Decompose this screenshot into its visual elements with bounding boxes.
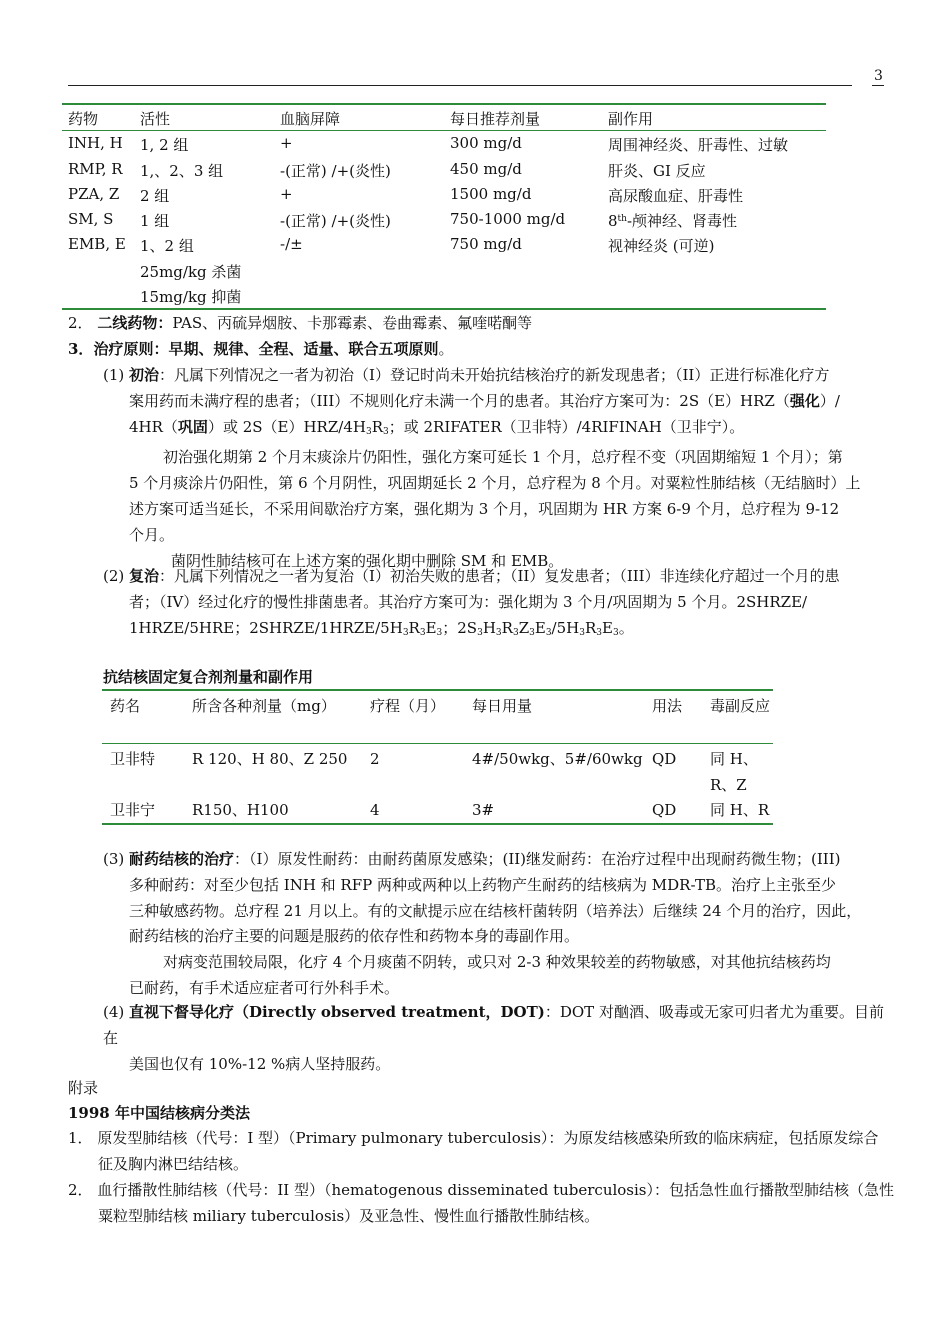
cell-text: 8 (608, 212, 618, 231)
resistant-tb-section (103, 847, 893, 1002)
cell: 4#/50wkg、5#/60wkg (472, 750, 643, 768)
cell: -(正常) /+(炎性) (280, 161, 391, 180)
strong-text: 巩固 (177, 417, 208, 436)
header-rule (68, 85, 852, 86)
text-line: 5 个月痰涂片仍阳性，第 6 个月阴性，巩固期延长 2 个月，总疗程为 8 个月。对粟粒性肺结核（无结脑时）上 (129, 474, 861, 493)
item-text: PAS、丙硫异烟胺、卡那霉素、卷曲霉素、氟喹喏酮等 (172, 314, 533, 332)
table-row (62, 182, 826, 207)
cell: 高尿酸血症、肝毒性 (608, 186, 744, 205)
appendix-item-1 (68, 1126, 898, 1178)
table-row (62, 131, 826, 156)
header-side-effects: 副作用 (608, 110, 654, 128)
superscript: th (617, 214, 627, 225)
table-header-row (102, 691, 773, 743)
text-line: 已耐药，有手术适应症者可行外科手术。 (129, 978, 400, 997)
text-line: 个月。 (129, 525, 175, 544)
cell: 卫非特 (110, 750, 156, 768)
cell-text: -颅神经、肾毒性 (626, 212, 738, 231)
cell: QD (652, 801, 677, 819)
text: ：（I）原发性耐药：由耐药菌原发感染；(II)继发耐药：在治疗过程中出现耐药微生物；(III) (234, 850, 841, 868)
item-title: 初治 (129, 366, 160, 384)
item-number: 2． (68, 1181, 93, 1199)
cell: 1, 2 组 (140, 136, 189, 155)
item-number: (4) (103, 1003, 125, 1021)
table-row (62, 207, 826, 232)
item-number: (1) (103, 366, 125, 384)
cell: 1、2 组 (140, 237, 194, 256)
cell: 1500 mg/d (450, 184, 532, 203)
text-line: 者；（IV）经过化疗的慢性排菌患者。其治疗方案可为：强化期为 3 个月/巩固期为 5 个月。2SHRZE/ (129, 592, 808, 611)
text-line: 美国也仅有 10%-12 %病人坚持服药。 (129, 1054, 391, 1073)
drug-table (62, 103, 826, 310)
table-row (102, 744, 773, 795)
cell: 2 (370, 750, 380, 768)
text: 血行播散性肺结核（代号：II 型）（hematogenous disseminated tuberculosis）：包括急性血行播散型肺结核（急性 (97, 1181, 895, 1199)
cell: 450 mg/d (450, 159, 522, 178)
text: ；或 2RIFATER（卫非特）/4RIFINAH（卫非宁）。 (388, 417, 745, 436)
item-text: 。 (438, 340, 454, 358)
header-name: 药名 (110, 697, 141, 715)
header-daily: 每日用量 (472, 697, 533, 715)
cell: 750 mg/d (450, 235, 522, 254)
cell: 25mg/kg 杀菌 (140, 262, 242, 281)
table-row (62, 258, 826, 283)
dot-section (103, 1000, 893, 1077)
second-line-paragraph (68, 311, 532, 337)
retreatment-section (103, 564, 893, 646)
principle-paragraph (68, 337, 453, 363)
text-line: 初治强化期第 2 个月末痰涂片仍阳性，强化方案可延长 1 个月，总疗程不变（巩固期缩短 1 个月）；第 (163, 448, 843, 467)
cell: + (280, 134, 293, 153)
appendix-title: 1998 年中国结核病分类法 (68, 1104, 250, 1122)
text: ）/ (819, 391, 840, 410)
cell: 视神经炎 (可逆) (608, 237, 715, 256)
cell: 4 (370, 801, 380, 819)
item-title: 治疗原则：早期、规律、全程、适量、联合五项原则 (93, 340, 439, 358)
cell: 1 组 (140, 212, 170, 231)
cell: EMB, E (68, 235, 126, 254)
text-line: 述方案可适当延长，不采用间歇治疗方案，强化期为 3 个月，巩固期为 HR 方案 6-9 个月，总疗程为 9-12 (129, 499, 840, 518)
text: 原发型肺结核（代号：I 型）（Primary pulmonary tuberculosis）：为原发结核感染所致的临床病症，包括原发综合 (97, 1129, 879, 1147)
item-number: 2． (68, 314, 93, 332)
text-line: 多种耐药：对至少包括 INH 和 RFP 两种或两种以上药物产生耐药的结核病为 MDR-TB。治疗上主张至少 (129, 875, 837, 894)
text-line (103, 847, 893, 873)
cell: 15mg/kg 抑菌 (140, 288, 242, 307)
text-line (68, 1126, 898, 1152)
text-line: 菌阴性肺结核可在上述方案的强化期中删除 SM 和 EMB。 (171, 551, 564, 570)
cell: 肝炎、GI 反应 (608, 161, 706, 180)
header-usage: 用法 (652, 697, 683, 715)
initial-treatment-section (103, 363, 893, 574)
cell: 周围神经炎、肝毒性、过敏 (608, 136, 789, 155)
header-bbb: 血脑屏障 (280, 110, 341, 128)
cell: INH, H (68, 134, 123, 153)
cell: R 120、H 80、Z 250 (192, 750, 348, 768)
item-title: 耐药结核的治疗 (129, 850, 235, 868)
text-line (68, 1178, 898, 1204)
text: ：凡属下列情况之一者为初治（I）登记时尚未开始抗结核治疗的新发现患者；（II）正进行标准化疗方 (159, 366, 830, 384)
cell: 同 H、R、Z (710, 750, 758, 794)
header-dosage: 所含各种剂量（mg） (192, 697, 336, 715)
item-number: (2) (103, 567, 125, 585)
text-line: 征及胸内淋巴结结核。 (98, 1154, 249, 1173)
text: 1HRZE/5HRE；2SHRZE/1HRZE/5H (129, 618, 403, 637)
cell: SM, S (68, 210, 114, 229)
header-dose: 每日推荐剂量 (450, 110, 541, 128)
appendix-label: 附录 (68, 1079, 99, 1097)
text-line: 三种敏感药物。总疗程 21 月以上。有的文献提示应在结核杆菌转阴（培养法）后继续 24 个月的治疗，因此， (129, 901, 862, 920)
cell: 3# (472, 801, 495, 819)
text-line (103, 564, 893, 590)
cell: + (280, 184, 293, 203)
text: ：DOT 对酗酒、吸毒或无家可归者尤为重要。目前在 (103, 1003, 884, 1047)
text: ；2S (442, 618, 478, 637)
cell: 卫非宁 (110, 801, 156, 819)
cell (608, 210, 737, 231)
header-toxicity: 毒副反应 (710, 697, 771, 715)
page-number-underline (872, 85, 884, 86)
table-row (62, 283, 826, 308)
cell: PZA, Z (68, 184, 120, 203)
item-number: 1． (68, 1129, 93, 1147)
text-line: 4HR（巩固）或 $2S(E)HRZ/4H_3R_3$；或 2RIFATER（卫非特）/4RIFINAH（卫非宁）。 (129, 417, 745, 437)
cell: 2 组 (140, 186, 170, 205)
header-course: 疗程（月） (370, 697, 446, 715)
strong-text: 强化 (789, 391, 820, 410)
cell: -(正常) /+(炎性) (280, 212, 391, 231)
cell: 同 H、R (710, 801, 770, 819)
page-number: 3 (874, 68, 883, 84)
header-activity: 活性 (140, 110, 171, 128)
item-number: (3) (103, 850, 125, 868)
text: 。 (618, 618, 634, 637)
text-line: 耐药结核的治疗主要的问题是服药的依存性和药物本身的毒副作用。 (129, 927, 580, 946)
text: 4HR（ (129, 417, 178, 436)
item-title: 复治 (129, 567, 160, 585)
text-line (103, 1000, 893, 1052)
text-line (103, 363, 893, 389)
header-drug: 药物 (68, 110, 99, 128)
text: 案用药而未满疗程的患者；（III）不规则化疗未满一个月的患者。其治疗方案可为：2S（E）HRZ（ (129, 391, 790, 410)
text-line: 1HRZE/5HRE；$2SHRZE/1HRZE/5H_3R_3E_3$；$2S_3H_3R_3Z_3E_3/5H_3R_3E_3$。 (129, 618, 634, 638)
combination-table-title: 抗结核固定复合剂剂量和副作用 (103, 668, 314, 686)
table-header-row (62, 105, 826, 130)
cell: 300 mg/d (450, 134, 522, 153)
appendix-item-2 (68, 1178, 898, 1230)
cell: -/± (280, 235, 303, 254)
text: ：凡属下列情况之一者为复治（I）初治失败的患者；（II）复发患者；（III）非连续化疗超过一个月的患 (159, 567, 840, 585)
text: /5H (551, 618, 580, 637)
table-row (62, 232, 826, 257)
text: ）或 2S（E）HRZ/4H (207, 417, 366, 436)
text-line (103, 389, 893, 415)
text-line: 粟粒型肺结核 miliary tuberculosis）及亚急性、慢性血行播散性肺结核。 (98, 1206, 600, 1225)
cell: QD (652, 750, 677, 768)
cell: RMP, R (68, 159, 123, 178)
combination-table (102, 689, 773, 825)
table-row (62, 157, 826, 182)
item-title: 直视下督导化疗（Directly observed treatment，DOT) (129, 1003, 545, 1021)
cell: 1,、2、3 组 (140, 161, 224, 180)
cell: R150、H100 (192, 801, 289, 819)
item-title: 二线药物： (97, 314, 173, 332)
cell: 750-1000 mg/d (450, 210, 566, 229)
item-number: 3． (68, 340, 94, 358)
text-line: 对病变范围较局限，化疗 4 个月痰菌不阴转，或只对 2-3 种效果较差的药物敏感，对其他抗结核药均 (163, 953, 831, 972)
table-row (102, 795, 773, 823)
